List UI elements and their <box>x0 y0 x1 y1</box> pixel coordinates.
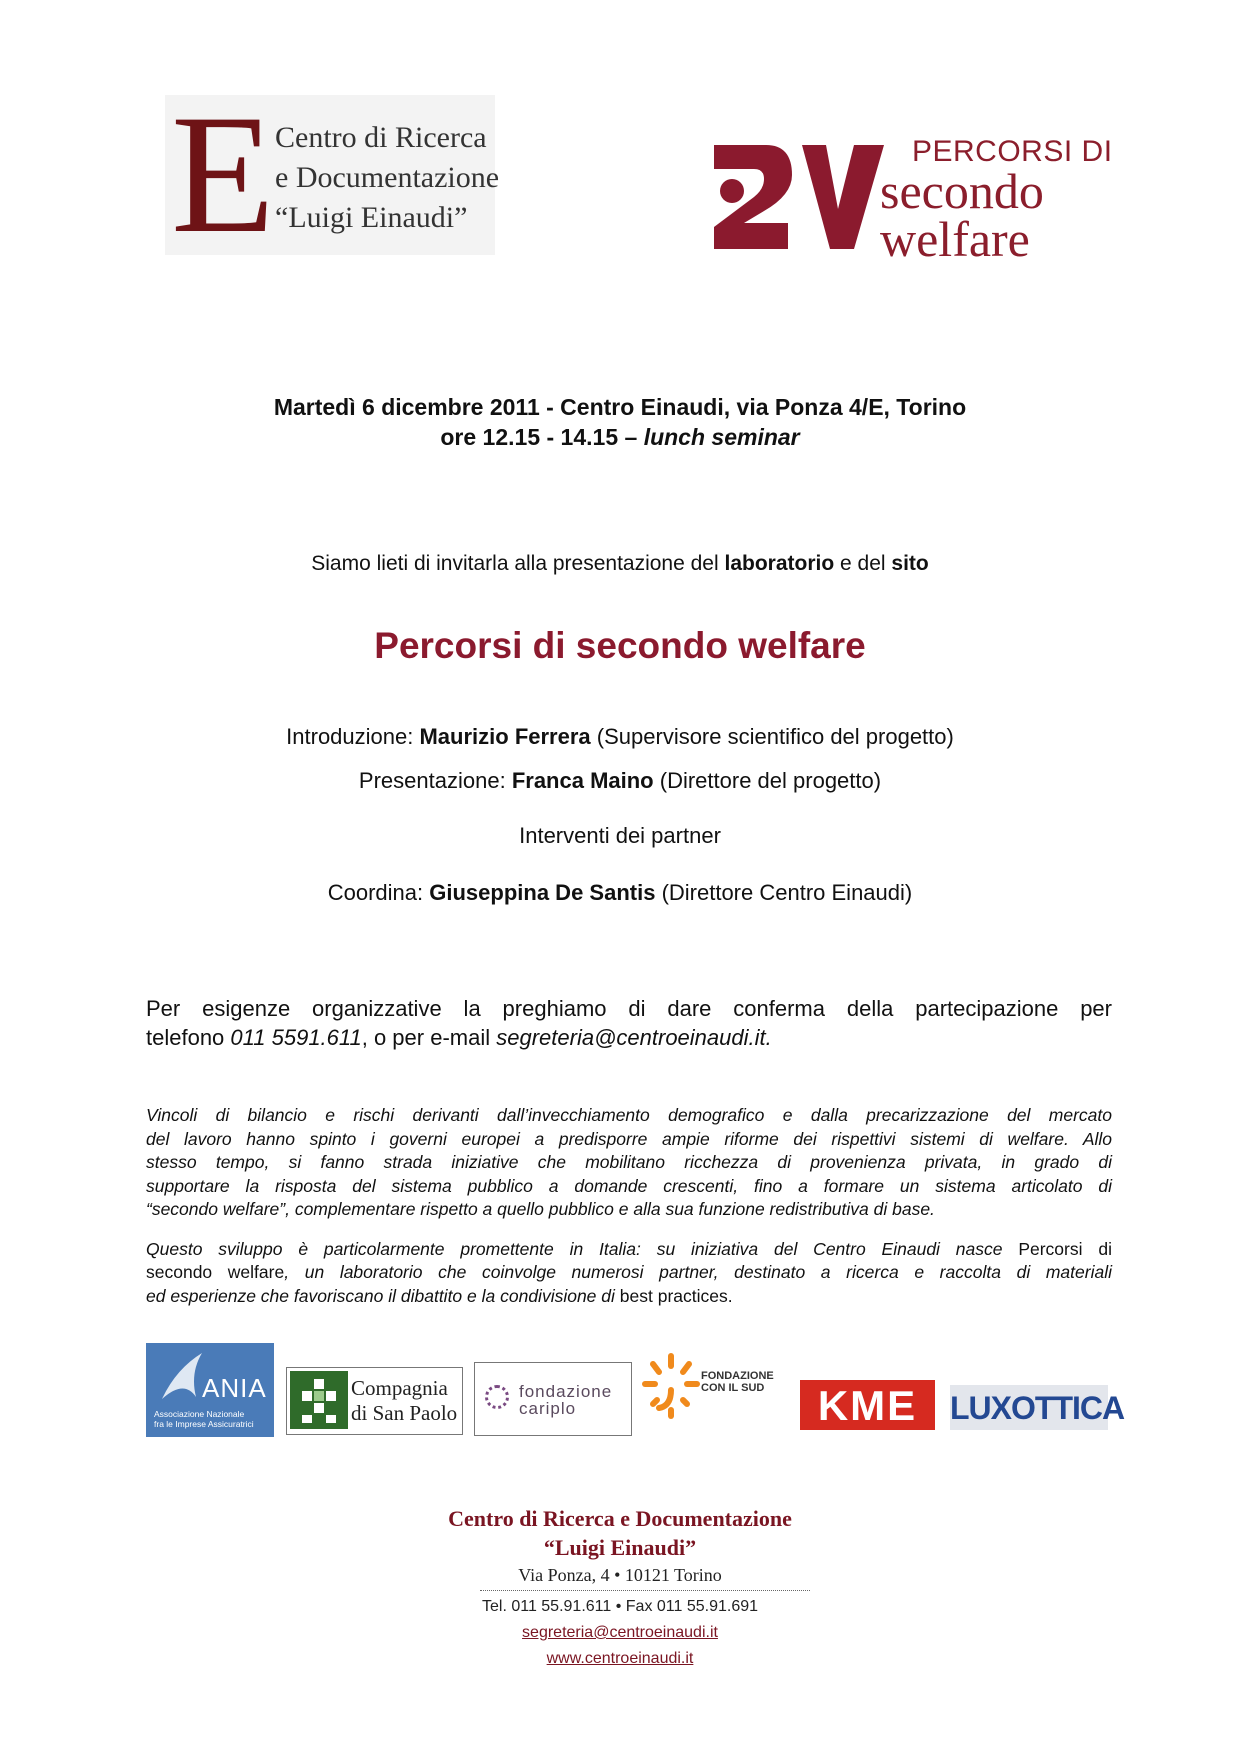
footer-website-link[interactable]: www.centroeinaudi.it <box>546 1650 694 1667</box>
footer-email-link[interactable]: segreteria@centroeinaudi.it <box>522 1624 718 1641</box>
program-item <box>0 823 1240 849</box>
secondo-welfare-logo <box>714 135 1113 267</box>
footer-org-name-2: “Luigi Einaudi” <box>543 1535 697 1560</box>
footer-phone: Tel. 011 55.91.611 • Fax 011 55.91.691 <box>481 1598 759 1615</box>
rsvp-phone: 011 5591.611 <box>230 1025 362 1050</box>
compagnia-san-paolo-logo <box>286 1367 463 1435</box>
program-item <box>0 724 1240 750</box>
program-speaker: Franca Maino <box>511 768 654 793</box>
program-role: Coordina: <box>327 880 424 905</box>
ania-subtitle-1: Associazione Nazionale <box>154 1409 245 1419</box>
abstract-line: Vincoli di bilancio e rischi derivanti dall’invecchiamento demografico e dalla precarizzazione del mercato <box>146 1105 1112 1125</box>
invite-mid: e del <box>840 552 886 575</box>
abstract-line: stesso tempo, si fanno strada iniziative che mobilitano ricchezza di provenienza privata, in grado di <box>146 1152 1112 1172</box>
fondazione-cariplo-logo <box>474 1362 632 1436</box>
footer-address: Via Ponza, 4 • 10121 Torino <box>518 1565 722 1585</box>
abstract-line: “secondo welfare”, complementare rispetto a quello pubblico e alla sua funzione redistributiva di base. <box>146 1199 935 1219</box>
abstract-text: , un laboratorio che coinvolge numerosi partner, destinato a ricerca e raccolta di materiali <box>284 1262 1112 1282</box>
logo-line-percorsi: PERCORSI DI <box>912 135 1113 168</box>
secondo-welfare-mark-icon <box>714 139 884 255</box>
kme-name: KME <box>817 1382 918 1429</box>
abstract-line <box>146 1238 1112 1262</box>
event-format: lunch seminar <box>643 424 800 450</box>
abstract-text: Questo sviluppo è particolarmente promettente in Italia: su iniziativa del Centro Einaudi nasce <box>146 1238 1003 1259</box>
ania-name: ANIA <box>202 1373 267 1403</box>
cariplo-text <box>519 1383 612 1417</box>
sun-icon <box>641 1350 701 1420</box>
cariplo-dots-icon <box>485 1385 509 1409</box>
abstract <box>146 1104 1112 1308</box>
event-date-place: Martedì 6 dicembre 2011 - Centro Einaudi, via Ponza 4/E, Torino <box>273 394 967 420</box>
program-role: Introduzione: <box>286 724 414 749</box>
paragraph-gap <box>146 1222 1112 1238</box>
abstract-upright: best practices. <box>619 1285 733 1306</box>
abstract-line <box>146 1285 1112 1309</box>
abstract-upright: Percorsi di <box>1018 1238 1112 1259</box>
ania-subtitle-2: fra le Imprese Assicuratrici <box>154 1419 254 1429</box>
logo-line-3: “Luigi Einaudi” <box>275 201 468 234</box>
footer-org-name: Centro di Ricerca e Documentazione <box>448 1506 792 1531</box>
program-role: Presentazione: <box>358 768 506 793</box>
ania-swirl-icon <box>156 1349 206 1405</box>
event-hours: ore 12.15 - 14.15 – <box>440 424 638 450</box>
san-paolo-text <box>351 1376 457 1426</box>
abstract-line <box>146 1261 1112 1285</box>
cariplo-line-1: fondazione <box>519 1382 613 1401</box>
footer-divider <box>480 1590 810 1591</box>
sud-text <box>701 1370 774 1394</box>
program-detail: (Direttore Centro Einaudi) <box>661 880 913 905</box>
rsvp-paragraph <box>146 994 1112 1052</box>
program-detail: (Direttore del progetto) <box>659 768 882 793</box>
program-detail: (Supervisore scientifico del progetto) <box>596 724 954 749</box>
abstract-line: supportare la risposta del sistema pubblico a domande crescenti, fino a formare un sistema articolato di <box>146 1175 1112 1196</box>
san-paolo-pattern-icon <box>290 1371 348 1429</box>
program-item <box>0 768 1240 794</box>
invite-text <box>0 552 1240 576</box>
sud-line-2: CON IL SUD <box>701 1382 765 1394</box>
program-speaker: Giuseppina De Santis <box>429 880 656 905</box>
abstract-upright: secondo welfare <box>146 1262 285 1282</box>
rsvp-mid: , o per e-mail <box>361 1025 491 1050</box>
invite-bold-sito: sito <box>891 552 929 575</box>
luxottica-logo <box>950 1385 1125 1430</box>
sud-line-1: FONDAZIONE <box>701 1370 774 1382</box>
logo-initial: E <box>171 80 275 268</box>
page-title: Percorsi di secondo welfare <box>374 625 866 666</box>
invite-bold-laboratorio: laboratorio <box>724 552 835 575</box>
rsvp-phone-label: telefono <box>146 1025 225 1050</box>
cariplo-line-2: cariplo <box>519 1399 577 1418</box>
luxottica-name: LUXOTTICA <box>950 1390 1125 1426</box>
abstract-line: del lavoro hanno spinto i governi europei a predisporre ampie riforme dei rispettivi sistemi di welfare. Allo <box>146 1128 1112 1149</box>
kme-logo <box>800 1380 935 1430</box>
rsvp-line-1: Per esigenze organizzative la preghiamo di dare conferma della partecipazione per <box>146 996 1112 1021</box>
logo-line-welfare: welfare <box>880 211 1030 267</box>
event-time <box>0 424 1240 451</box>
centro-einaudi-logo <box>165 80 500 268</box>
logo-line-secondo: secondo <box>880 163 1044 219</box>
abstract-text: ed esperienze che favoriscano il dibattito e la condivisione di <box>146 1285 615 1306</box>
program-speaker: Maurizio Ferrera <box>419 724 591 749</box>
logo-line-2: e Documentazione <box>275 161 500 194</box>
ania-logo <box>146 1343 274 1437</box>
logo-line-1: Centro di Ricerca <box>275 121 487 154</box>
fondazione-con-il-sud-logo <box>641 1350 791 1420</box>
rsvp-email[interactable]: segreteria@centroeinaudi.it. <box>496 1025 772 1050</box>
program-role: Interventi dei partner <box>519 823 721 848</box>
ania-subtitle <box>154 1409 254 1429</box>
program-item <box>0 880 1240 906</box>
rsvp-line-2 <box>146 1025 772 1050</box>
san-paolo-line-1: Compagnia <box>351 1376 448 1400</box>
san-paolo-line-2: di San Paolo <box>351 1401 458 1425</box>
invite-pre: Siamo lieti di invitarla alla presentazione del <box>311 552 719 575</box>
